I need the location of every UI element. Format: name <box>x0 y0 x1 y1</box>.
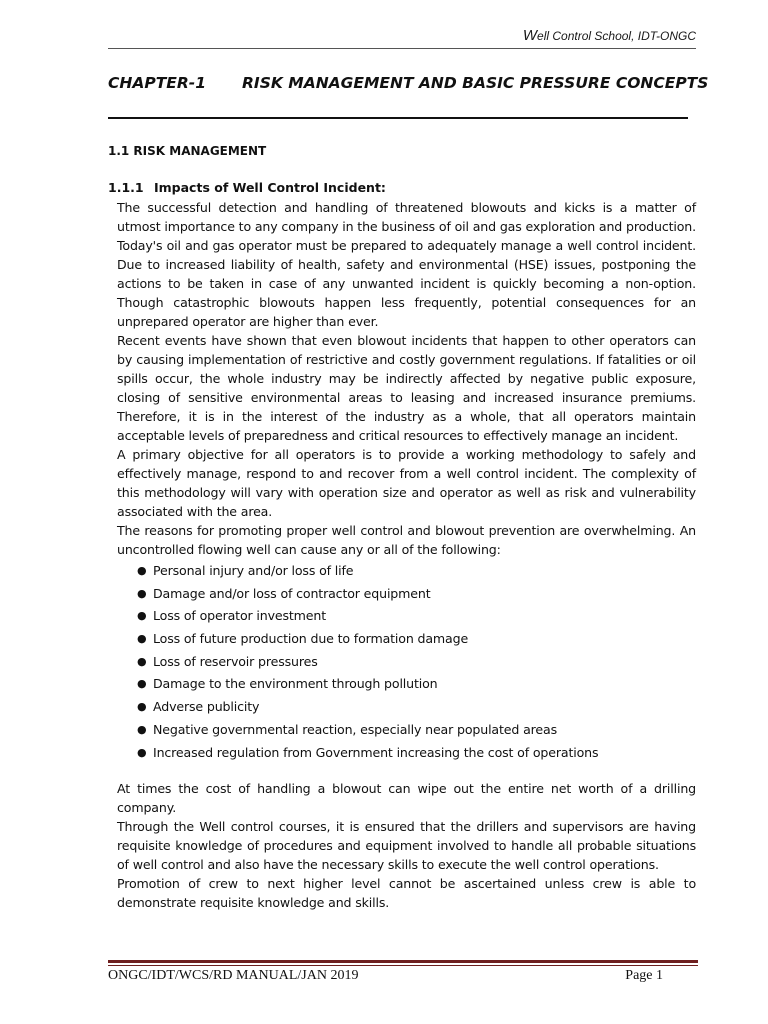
spacer <box>117 765 696 779</box>
bullet-icon: ● <box>137 564 147 577</box>
header-rule <box>108 48 696 49</box>
paragraph: Recent events have shown that even blowout incidents that happen to other operators can by causing implementation of restrictive and costly government regulations. If fatalities or oil spills occur, the whole industry may be indirectly affected by negative public exposure, closing of sensitive environmental areas to leasing and increased insurance premiums. Therefore, it is in the interest of the industry as a whole, that all operators maintain acceptable levels of preparedness and critical resources to effectively manage an incident. <box>117 333 696 443</box>
list-item-text: Loss of future production due to formation damage <box>153 631 469 647</box>
list-item-text: Personal injury and/or loss of life <box>153 563 354 578</box>
paragraph: The successful detection and handling of threatened blowouts and kicks is a matter of utmost importance to any company in the business of oil and gas exploration and production. Today's oil and gas operator must be prepared to adequately manage a well control incident. Due to increased liability of health, safety and environmental (HSE) issues, postponing the actions to be taken in case of any unwanted incident is quickly becoming a non-option. Though catastrophic blowouts happen less frequently, potential consequences for an unprepared operator are higher than ever. <box>117 200 696 329</box>
consequence-list <box>117 561 696 765</box>
bullet-icon: ● <box>137 654 147 668</box>
list-item-text: Negative governmental reaction, especially near populated areas <box>153 721 557 737</box>
chapter-number: CHAPTER-1 <box>108 74 207 92</box>
title-underline <box>108 117 688 119</box>
chapter-name: RISK MANAGEMENT AND BASIC PRESSURE CONCEPTS <box>242 74 709 92</box>
list-item <box>117 674 696 697</box>
subsection-heading <box>108 180 386 195</box>
list-item-text: Damage to the environment through pollution <box>153 676 438 692</box>
bullet-icon: ● <box>137 745 147 759</box>
bullet-icon: ● <box>137 722 147 736</box>
list-item <box>117 584 696 607</box>
bullet-icon: ● <box>137 609 147 623</box>
paragraph: Through the Well control courses, it is ensured that the drillers and supervisors are having requisite knowledge of procedures and equipment involved to handle all probable situations of well control and also have the necessary skills to execute the well control operations. <box>117 819 696 873</box>
footer-rule <box>108 960 698 963</box>
list-item <box>117 743 696 766</box>
paragraph: Promotion of crew to next higher level cannot be ascertained unless crew is able to demonstrate requisite knowledge and skills. <box>117 876 696 911</box>
list-item-text: Damage and/or loss of contractor equipment <box>153 585 431 601</box>
list-item-text: Loss of reservoir pressures <box>153 653 318 669</box>
footer-manual-id: ONGC/IDT/WCS/RD MANUAL/JAN 2019 <box>108 968 359 983</box>
list-item <box>117 629 696 652</box>
header-initial: W <box>522 27 538 44</box>
list-item <box>117 652 696 675</box>
list-item <box>117 606 696 629</box>
list-item <box>117 720 696 743</box>
list-item-text: Loss of operator investment <box>153 608 327 624</box>
page-number: Page 1 <box>625 968 663 983</box>
footer-rule-thin <box>108 965 698 966</box>
paragraph: At times the cost of handling a blowout can wipe out the entire net worth of a drilling company. <box>117 781 696 816</box>
paragraph: A primary objective for all operators is to provide a working methodology to safely and effectively manage, respond to and recover from a well control incident. The complexity of this methodology will vary with operation size and operator as well as risk and vulnerability associated with the area. <box>117 447 696 519</box>
subsection-number: 1.1.1 <box>108 180 144 195</box>
paragraph: The reasons for promoting proper well control and blowout prevention are overwhelming. An uncontrolled flowing well can cause any or all of the following: <box>117 523 696 557</box>
list-item <box>117 697 696 720</box>
chapter-title <box>108 74 708 92</box>
section-heading: 1.1 RISK MANAGEMENT <box>108 144 267 158</box>
bullet-icon: ● <box>137 632 147 646</box>
running-header <box>523 27 696 44</box>
body-text <box>117 198 696 912</box>
list-item-text: Increased regulation from Government increasing the cost of operations <box>153 744 599 760</box>
header-text: ell Control School, IDT-ONGC <box>537 29 696 43</box>
bullet-icon: ● <box>137 677 147 691</box>
bullet-icon: ● <box>137 700 147 714</box>
bullet-icon: ● <box>137 586 147 600</box>
list-item <box>117 561 696 584</box>
subsection-title: Impacts of Well Control Incident: <box>154 180 386 195</box>
list-item-text: Adverse publicity <box>153 699 260 715</box>
